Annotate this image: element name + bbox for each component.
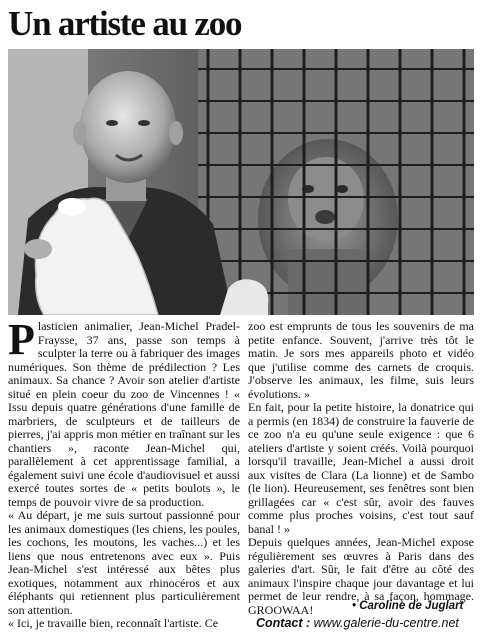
article-photo xyxy=(8,49,474,315)
article-paragraph: zoo est emprunts de tous les souvenirs de ma petite enfance. Souvent, j'arrive très tôt le matin. Je sors mes appareils photo et vidéo que j'utilise comme des carnets de croquis. J'observe les animaux, les filme, suis leurs évolutions. » xyxy=(248,319,474,401)
contact-url: www.galerie-du-centre.net xyxy=(313,616,459,630)
article-column-left xyxy=(8,315,240,631)
article-paragraph xyxy=(8,315,240,509)
article-paragraph: En fait, pour la petite histoire, la donatrice qui a permis (en 1834) de construire la fauverie de ce zoo n'a eu qu'une seule exigence : que 6 ateliers d'artiste y soient créés. Voilà pourquoi lorsqu'il travaille, Jean-Michel a aussi droit aux visites de Clara (La lionne) et de Sambo (le lion). Heureusement, ses fenêtres sont bien grillagées car « c'est sûr, avoir des fauves comme plus proches voisins, c'est tout sauf banal ! » xyxy=(248,400,474,536)
contact-line xyxy=(256,616,459,630)
paragraph-text: lasticien animalier, Jean-Michel Pradel-Fraysse, 37 ans, passe son temps à sculpter la terre ou à fabriquer des images numériques. Son thème de prédilection ? Les animaux. Sa chance ? Avoir son atelier d'artiste situé en plein coeur du zoo de Vincennes ! « Issu depuis quatre générations d'une famille de marbriers, de sculpteurs et de tailleurs de pierres, j'ai appris mon métier en traînant sur les chantiers », raconte Jean-Michel qui, parallèlement à cet apprentissage familial, a également suivi une école d'audiovisuel et aussi exercé toutes sortes de « petits boulots », le temps de pouvoir vivre de sa production. xyxy=(8,319,240,509)
contact-label: Contact : xyxy=(256,616,311,630)
author-signature: • Caroline de Juglart xyxy=(352,600,464,612)
article-paragraph: « Ici, je travaille bien, reconnaît l'artiste. Ce xyxy=(8,616,219,630)
article-column-right xyxy=(248,320,474,617)
article-headline: Un artiste au zoo xyxy=(8,4,242,43)
drop-cap: P xyxy=(8,315,35,364)
artist-with-lion-photo xyxy=(8,49,474,315)
article-paragraph: « Au départ, je me suis surtout passionné pour les animaux domestiques (les chiens, les poules, les cochons, les moutons, les vaches...) et les liens que nous entretenons avec eux ». Puis Jean-Michel s'est intéressé aux bêtes plus exotiques, notamment aux rhinocéros et aux éléphants qui retiennent plus particulièrement son attention. xyxy=(8,508,240,617)
article-paragraph: Depuis quelques années, Jean-Michel expose régulièrement ses œuvres à Paris dans des galeries d'art. Sûr, le fait d'être au côté des animaux l'inspire chaque jour davantage et lui permet de leur rendre, à sa façon, hommage. GROOWAA! xyxy=(248,535,474,617)
